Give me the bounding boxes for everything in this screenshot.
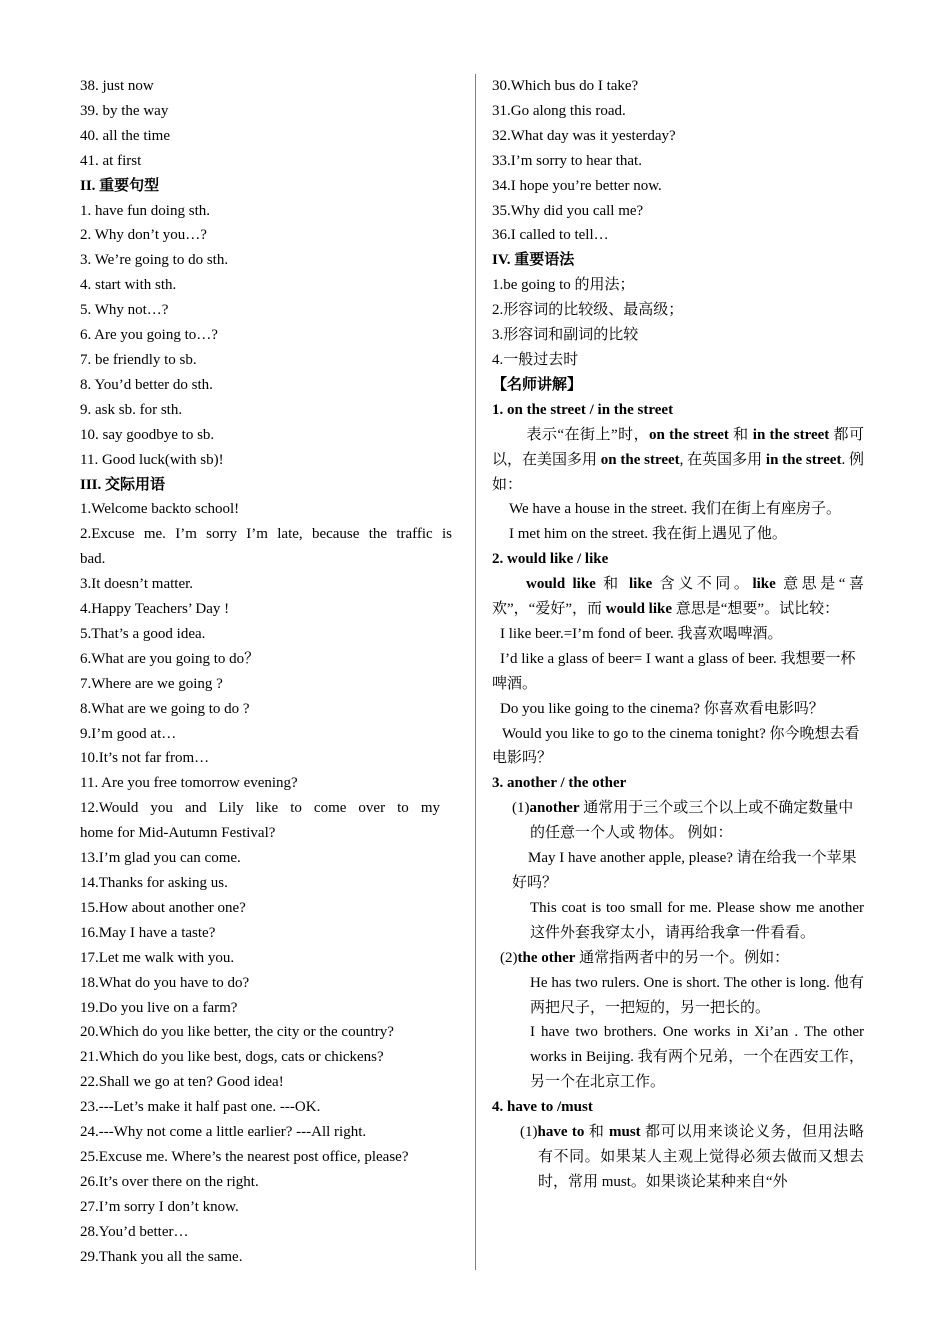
- expression-1: 1.Welcome backto school!: [80, 501, 240, 518]
- expression-36: 36.I called to tell…: [492, 227, 609, 244]
- text: 意思是“想要”。试比较：: [672, 601, 840, 618]
- phrase-41: 41. at first: [80, 152, 142, 169]
- pattern-4: 4. start with sth.: [80, 277, 177, 294]
- expression-17: 17.Let me walk with you.: [80, 949, 235, 966]
- expression-10: 10.It’s not far from…: [80, 750, 210, 767]
- expression-9: 9.I’m good at…: [80, 725, 177, 742]
- expression-21: 21.Which do you like best, dogs, cats or chickens?: [80, 1049, 384, 1066]
- pattern-2: 2. Why don’t you…?: [80, 227, 207, 244]
- expression-26: 26.It’s over there on the right.: [80, 1173, 259, 1190]
- expression-34: 34.I hope you’re better now.: [492, 177, 662, 194]
- expression-2-line-1: 2.Excuse me. I’m sorry I’m late, because the traffic is: [80, 526, 452, 543]
- text: 都可以用来谈论义务，但用法略有不同。如果某人主观上觉得必须去做而又想去时，常用 must。如果谈论某种来自“外: [538, 1124, 864, 1190]
- section-heading-grammar: IV. 重要语法: [492, 252, 575, 269]
- expression-29: 29.Thank you all the same.: [80, 1248, 243, 1265]
- note-2-example-4: Would you like to go to the cinema tonight? 你今晚想去看电影吗？: [492, 725, 860, 767]
- note-1-example-1: We have a house in the street. 我们在街上有座房子。: [509, 501, 842, 518]
- pattern-5: 5. Why not…?: [80, 302, 169, 319]
- expression-32: 32.What day was it yesterday?: [492, 127, 676, 144]
- text: 通常指两者中的另一个。例如：: [575, 949, 790, 966]
- note-2-example-1: I like beer.=I’m fond of beer. 我喜欢喝啤酒。: [500, 625, 783, 642]
- expression-35: 35.Why did you call me?: [492, 202, 644, 219]
- note-1-paragraph: [492, 423, 864, 498]
- expression-6: 6.What are you going to do？: [80, 650, 260, 667]
- text: . 例如：: [492, 451, 864, 493]
- keyword: on the street: [649, 426, 729, 443]
- text: 和: [584, 1124, 609, 1141]
- phrase-39: 39. by the way: [80, 102, 169, 119]
- expression-7: 7.Where are we going ?: [80, 675, 223, 692]
- expression-16: 16.May I have a taste?: [80, 924, 216, 941]
- expression-3: 3.It doesn’t matter.: [80, 576, 194, 593]
- expression-4: 4.Happy Teachers’ Day !: [80, 601, 230, 618]
- pattern-11: 11. Good luck(with sb)!: [80, 451, 224, 468]
- expression-30: 30.Which bus do I take?: [492, 78, 639, 94]
- note-3-example-2: This coat is too small for me. Please show me another 这件外套我穿太小，请再给我拿一件看看。: [530, 899, 864, 941]
- keyword: have to: [537, 1124, 585, 1141]
- expression-5: 5.That’s a good idea.: [80, 625, 206, 642]
- text: 表示“在街上”时，: [526, 426, 650, 443]
- note-3-point-1: [492, 796, 864, 846]
- expression-14: 14.Thanks for asking us.: [80, 875, 228, 891]
- expression-33: 33.I’m sorry to hear that.: [492, 152, 642, 169]
- text: (2): [500, 949, 518, 966]
- column-divider: [475, 74, 476, 1270]
- note-2-title: 2. would like / like: [492, 551, 609, 568]
- expression-23: 23.---Let’s make it half past one. ---OK.: [80, 1099, 321, 1116]
- keyword: like: [629, 576, 653, 593]
- expression-24: 24.---Why not come a little earlier? ---All right.: [80, 1124, 367, 1141]
- left-column: [80, 74, 452, 1270]
- text: 通常用于三个或三个以上或不确定数量中的任意一个人或 物体。 例如：: [530, 800, 854, 842]
- section-heading-sentence-patterns: II. 重要句型: [80, 177, 160, 194]
- note-4-title: 4. have to /must: [492, 1099, 593, 1116]
- keyword: in the street: [765, 451, 842, 468]
- pattern-9: 9. ask sb. for sth.: [80, 401, 183, 418]
- expression-18: 18.What do you have to do?: [80, 974, 250, 991]
- grammar-3: 3.形容词和副词的比较: [492, 327, 639, 344]
- text: (1): [512, 800, 530, 817]
- note-2-example-3: Do you like going to the cinema? 你喜欢看电影吗？: [500, 700, 824, 717]
- expression-15: 15.How about another one?: [80, 899, 246, 916]
- keyword: would like: [526, 576, 596, 593]
- keyword: would like: [605, 601, 673, 618]
- expression-20: 20.Which do you like better, the city or the country?: [80, 1024, 394, 1041]
- expression-25: 25.Excuse me. Where’s the nearest post office, please?: [80, 1148, 409, 1165]
- note-3-title: 3. another / the other: [492, 775, 627, 792]
- keyword: the other: [517, 949, 576, 966]
- note-3-example-4: I have two brothers. One works in Xi’an . The other works in Beijing. 我有两个兄弟，一个在西安工作，另一个在北京工作。: [530, 1024, 864, 1091]
- phrase-38: 38. just now: [80, 78, 154, 94]
- expression-12-line-2: home for Mid-Autumn Festival?: [80, 825, 276, 842]
- note-4-point-1: [492, 1120, 864, 1195]
- grammar-4: 4.一般过去时: [492, 351, 579, 368]
- note-1-title: 1. on the street / in the street: [492, 401, 674, 418]
- expression-27: 27.I’m sorry I don’t know.: [80, 1198, 239, 1215]
- note-3-example-3: He has two rulers. One is short. The other is long. 他有两把尺子，一把短的，另一把长的。: [530, 974, 864, 1016]
- section-heading-communication: III. 交际用语: [80, 476, 166, 493]
- text: 和: [728, 426, 753, 443]
- pattern-6: 6. Are you going to…?: [80, 327, 218, 344]
- text: 和: [595, 576, 629, 593]
- phrase-40: 40. all the time: [80, 127, 170, 144]
- expression-11: 11. Are you free tomorrow evening?: [80, 775, 298, 792]
- text: 意思是“喜欢”，“爱好”，而: [492, 576, 864, 618]
- note-3-point-2: [492, 946, 864, 971]
- right-column: [492, 74, 864, 1195]
- keyword: in the street: [752, 426, 830, 443]
- note-2-example-2: I’d like a glass of beer= I want a glass of beer. 我想要一杯啤酒。: [492, 650, 856, 692]
- text: , 在英国多用: [679, 451, 766, 468]
- expression-19: 19.Do you live on a farm?: [80, 999, 238, 1016]
- pattern-8: 8. You’d better do sth.: [80, 376, 213, 393]
- note-1-example-2: I met him on the street. 我在街上遇见了他。: [509, 526, 787, 543]
- pattern-3: 3. We’re going to do sth.: [80, 252, 229, 269]
- text: 含义不同。: [652, 576, 753, 593]
- keyword: like: [752, 576, 776, 593]
- expression-28: 28.You’d better…: [80, 1223, 189, 1240]
- expression-31: 31.Go along this road.: [492, 102, 626, 119]
- pattern-7: 7. be friendly to sb.: [80, 351, 197, 368]
- note-2-paragraph: [492, 572, 864, 622]
- grammar-2: 2.形容词的比较级、最高级；: [492, 302, 684, 319]
- keyword: on the street: [600, 451, 680, 468]
- pattern-10: 10. say goodbye to sb.: [80, 426, 215, 443]
- pattern-1: 1. have fun doing sth.: [80, 202, 210, 219]
- text: (1): [520, 1124, 538, 1141]
- text: 都可以，在美国多用: [492, 426, 864, 468]
- section-heading-teacher-notes: 【名师讲解】: [492, 376, 583, 393]
- keyword: must: [609, 1124, 641, 1141]
- expression-12-line-1: 12.Would you and Lily like to come over to my: [80, 800, 440, 817]
- grammar-1: 1.be going to 的用法；: [492, 277, 635, 294]
- note-3-example-1: May I have another apple, please? 请在给我一个苹果好吗？: [512, 850, 857, 891]
- expression-22: 22.Shall we go at ten? Good idea!: [80, 1074, 284, 1091]
- expression-13: 13.I’m glad you can come.: [80, 850, 241, 867]
- expression-8: 8.What are we going to do ?: [80, 700, 250, 717]
- expression-2-line-2: bad.: [80, 551, 106, 568]
- keyword: another: [529, 800, 580, 817]
